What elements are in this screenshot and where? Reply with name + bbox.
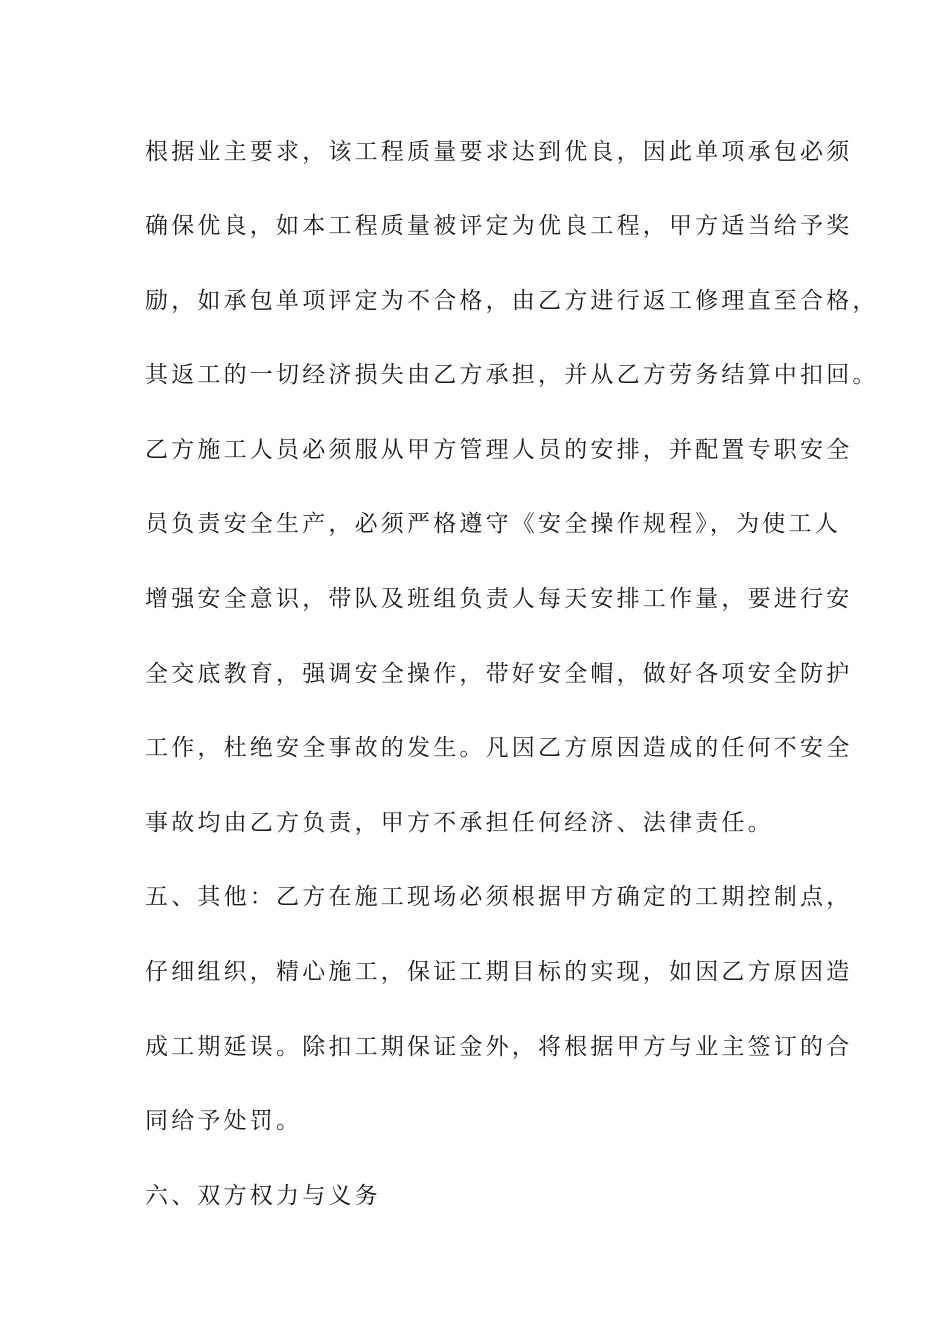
body-text-line: 增强安全意识，带队及班组负责人每天安排工作量，要进行安 <box>145 586 853 612</box>
body-text-line: 事故均由乙方负责，甲方不承担任何经济、法律责任。 <box>145 810 774 836</box>
section-six-heading: 六、双方权力与义务 <box>145 1183 381 1209</box>
body-text-line: 员负责安全生产，必须严格遵守《安全操作规程》，为使工人 <box>145 511 841 537</box>
body-text-line: 根据业主要求，该工程质量要求达到优良，因此单项承包必须 <box>145 139 853 165</box>
body-text-line: 仔细组织，精心施工，保证工期目标的实现，如因乙方原因造 <box>145 959 853 985</box>
body-text-line: 成工期延误。除扣工期保证金外，将根据甲方与业主签订的合 <box>145 1034 853 1060</box>
body-text-line: 确保优良，如本工程质量被评定为优良工程，甲方适当给予奖 <box>145 213 853 239</box>
section-five-heading-line: 五、其他：乙方在施工现场必须根据甲方确定的工期控制点， <box>145 884 853 910</box>
body-text-line: 工作，杜绝安全事故的发生。凡因乙方原因造成的任何不安全 <box>145 735 853 761</box>
body-text-line: 全交底教育，强调安全操作，带好安全帽，做好各项安全防护 <box>145 661 853 687</box>
body-text-line: 同给予处罚。 <box>145 1108 303 1134</box>
body-text-line: 励，如承包单项评定为不合格，由乙方进行返工修理直至合格， <box>145 288 879 314</box>
body-text-line: 乙方施工人员必须服从甲方管理人员的安排，并配置专职安全 <box>145 437 853 463</box>
body-text-line: 其返工的一切经济损失由乙方承担，并从乙方劳务结算中扣回。 <box>145 362 879 388</box>
